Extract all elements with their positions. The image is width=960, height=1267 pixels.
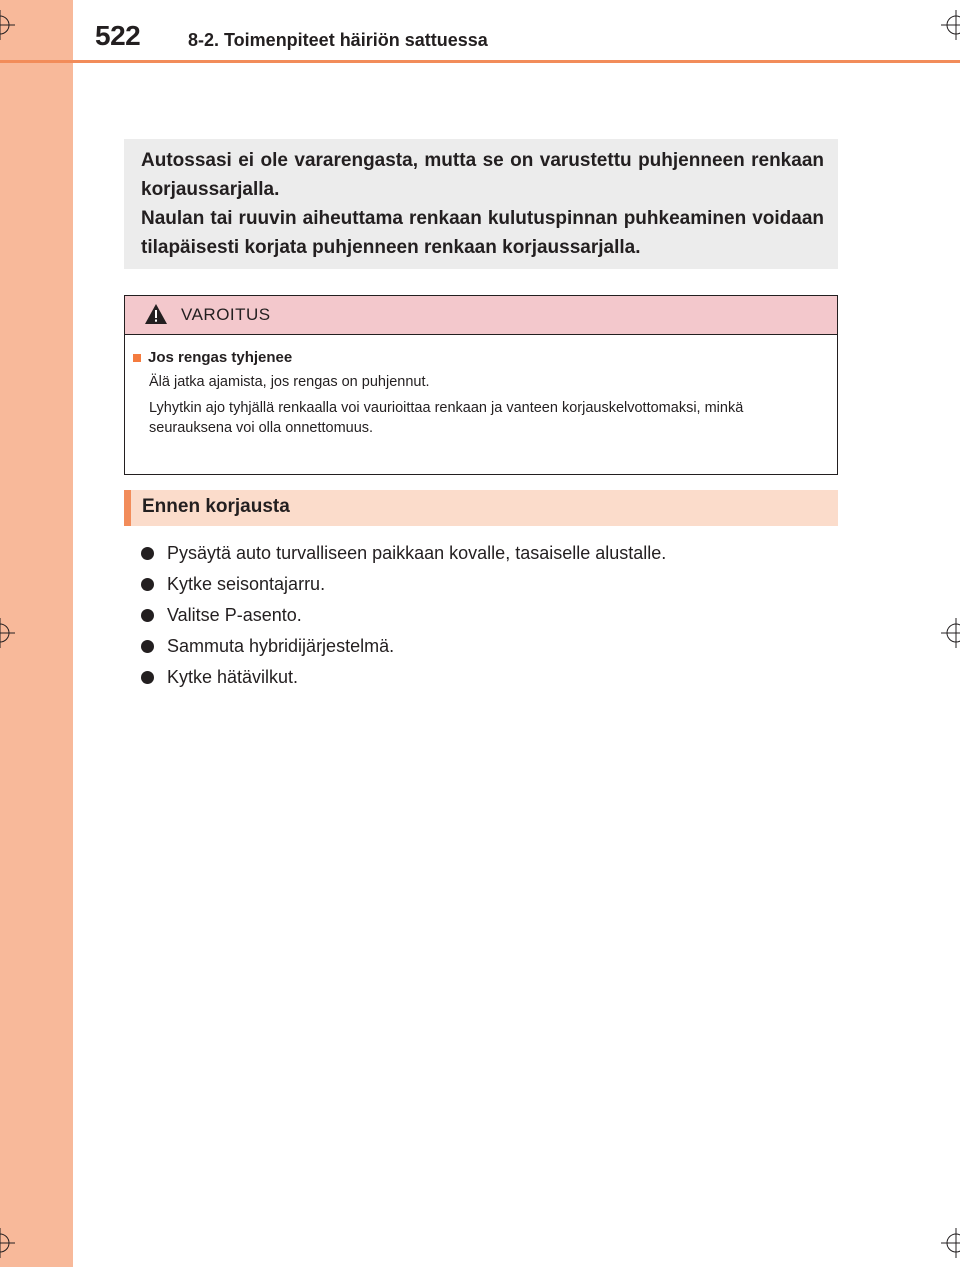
list-item-text: Sammuta hybridijärjestelmä. — [167, 636, 395, 656]
list-item — [141, 569, 666, 600]
intro-paragraph: Naulan tai ruuvin aiheuttama renkaan kulutuspinnan puhkeaminen voidaan tilapäisesti korjata puhjenneen renkaan korjaussarjalla. — [141, 208, 824, 258]
warning-paragraph: Älä jatka ajamista, jos rengas on puhjennut. — [149, 374, 430, 390]
square-icon — [133, 354, 141, 362]
intro-paragraph: Autossasi ei ole vararengasta, mutta se on varustettu puhjenneen renkaan korjaussarjalla. — [141, 150, 824, 200]
warning-body — [125, 335, 837, 438]
crop-mark-icon — [0, 618, 15, 648]
page-number: 522 — [95, 20, 141, 51]
warning-subheading — [133, 349, 827, 366]
header-rule — [0, 60, 960, 63]
crop-mark-icon — [941, 618, 960, 648]
bullet-dot-icon — [141, 578, 154, 591]
section-title: 8-2. Toimenpiteet häiriön sattuessa — [188, 30, 488, 50]
bullet-dot-icon — [141, 547, 154, 560]
crop-mark-icon — [941, 10, 960, 40]
warning-title: VAROITUS — [181, 305, 271, 324]
warning-paragraph: Lyhytkin ajo tyhjällä renkaalla voi vaurioittaa renkaan ja vanteen korjauskelvottomaksi, minkä seurauksena voi olla onnettomuus. — [149, 400, 744, 436]
warning-subheading-text: Jos rengas tyhjenee — [148, 349, 293, 366]
list-item — [141, 631, 666, 662]
list-item — [141, 662, 666, 693]
list-item-text: Valitse P-asento. — [167, 605, 302, 625]
intro-box — [124, 139, 838, 269]
bullet-dot-icon — [141, 640, 154, 653]
section-heading-bar — [124, 490, 838, 526]
warning-triangle-icon — [144, 303, 168, 330]
warning-header — [125, 296, 837, 335]
bullet-dot-icon — [141, 609, 154, 622]
crop-mark-icon — [941, 1228, 960, 1258]
list-item-text: Kytke hätävilkut. — [167, 667, 299, 687]
section-heading: Ennen korjausta — [142, 496, 290, 517]
list-item-text: Pysäytä auto turvalliseen paikkaan kovalle, tasaiselle alustalle. — [167, 543, 667, 563]
bullet-dot-icon — [141, 671, 154, 684]
list-item-text: Kytke seisontajarru. — [167, 574, 326, 594]
crop-mark-icon — [0, 10, 15, 40]
list-item — [141, 538, 666, 569]
steps-list — [141, 538, 666, 693]
warning-box — [124, 295, 838, 475]
crop-mark-icon — [0, 1228, 15, 1258]
list-item — [141, 600, 666, 631]
